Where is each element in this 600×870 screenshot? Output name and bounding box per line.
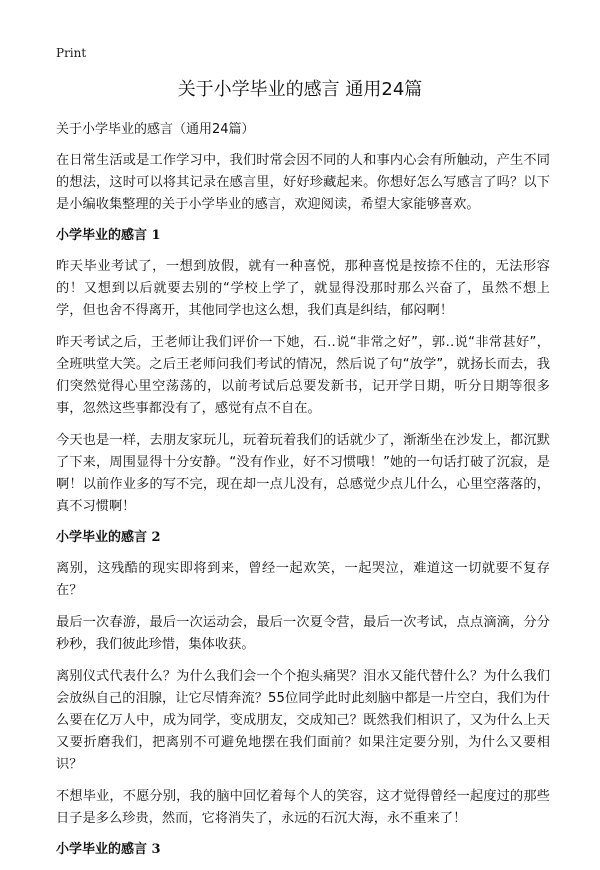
article-body xyxy=(56,150,550,870)
section-1-paragraph-2: 昨天考试之后，王老师让我们评价一下她，石‥说“非常之好”，郭‥说“非常甚好”，全班哄堂大笑。之后王老师问我们考试的情况，然后说了句“放学”，就扬长而去，我们突然觉得心里空荡荡的，以前考试后总要发新书，记开学日期，听分日期等很多事，忽然这些事都没有了，感觉有点不自在。 xyxy=(56,335,550,416)
section-heading-3: 小学毕业的感言 3 xyxy=(56,842,161,857)
section-2-paragraph-4: 不想毕业，不愿分别，我的脑中回忆着每个人的笑容，这才觉得曾经一起度过的那些日子是多么珍贵，然而，它将消失了，永远的石沉大海，永不重来了！ xyxy=(56,789,550,826)
article-subtitle: 关于小学毕业的感言（通用24篇） xyxy=(56,122,255,137)
page-title: 关于小学毕业的感言 通用24篇 xyxy=(177,79,423,100)
section-1-paragraph-3: 今天也是一样，去朋友家玩儿，玩着玩着我们的话就少了，渐渐坐在沙发上，都沉默了下来，周围显得十分安静。“没有作业，好不习惯哦！”她的一句话打破了沉寂，是啊！以前作业多的写不完，现在却一点儿没有，总感觉少点儿什么，心里空落落的，真不习惯啊！ xyxy=(56,433,550,514)
section-2-paragraph-3: 离别仪式代表什么？为什么我们会一个个抱头痛哭？泪水又能代替什么？为什么我们会放纵自己的泪腺，让它尽情奔流？55位同学此时此刻脑中都是一片空白，我们为什么要在亿万人中，成为同学，变成朋友，交成知己？既然我们相识了，又为什么上天又要折磨我们，把离别不可避免地摆在我们面前？如果注定要分别，为什么又要相识？ xyxy=(56,669,550,772)
section-heading-2: 小学毕业的感言 2 xyxy=(56,530,161,545)
section-heading-1: 小学毕业的感言 1 xyxy=(56,228,161,243)
section-2-paragraph-1: 离别，这残酷的现实即将到来，曾经一起欢笑，一起哭泣，难道这一切就要不复存在？ xyxy=(56,561,550,598)
section-2-paragraph-2: 最后一次春游，最后一次运动会，最后一次夏令营，最后一次考试，点点滴滴，分分秒秒，我们彼此珍惜，集体收获。 xyxy=(56,615,550,652)
section-1-paragraph-1: 昨天毕业考试了，一想到放假，就有一种喜悦，那种喜悦是按捺不住的，无法形容的！又想到以后就要去别的“学校上学了，就显得没那时那么兴奋了，虽然不想上学，但也舍不得离开，其他同学也这么想，我们真是纠结，郁闷啊！ xyxy=(56,259,550,318)
intro-paragraph: 在日常生活或是工作学习中，我们时常会因不同的人和事内心会有所触动，产生不同的想法，这时可以将其记录在感言里，好好珍藏起来。你想好怎么写感言了吗？以下是小编收集整理的关于小学毕业的感言，欢迎阅读，希望大家能够喜欢。 xyxy=(56,153,550,212)
print-link[interactable]: Print xyxy=(56,46,87,60)
